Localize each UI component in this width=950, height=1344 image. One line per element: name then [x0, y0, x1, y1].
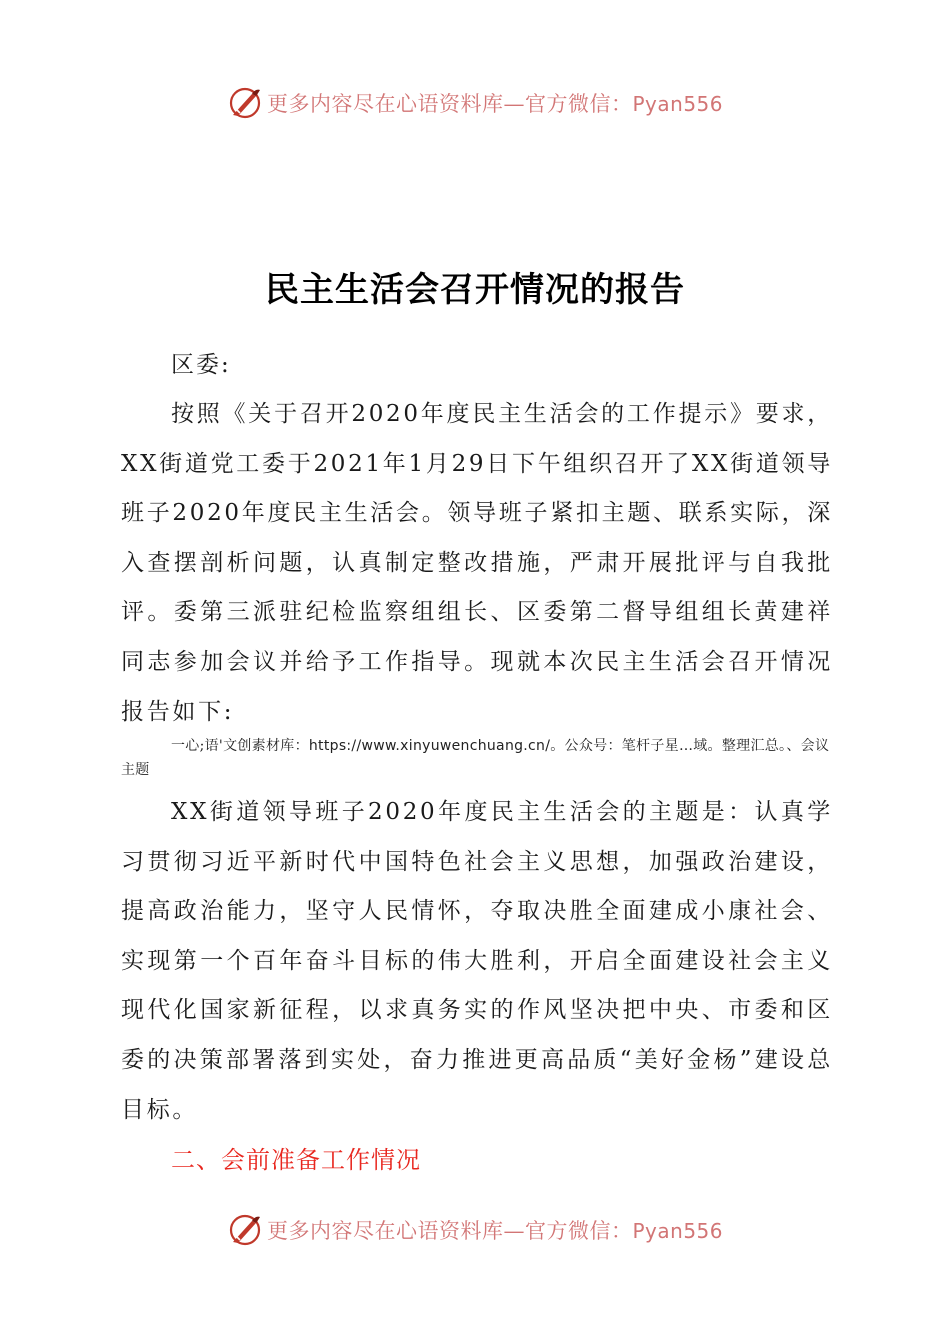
body-paragraph-theme: XX街道领导班子2020年度民主生活会的主题是：认真学习贯彻习近平新时代中国特色社会主义思想，加强政治建设，提高政治能力，坚守人民情怀，夺取决胜全面建成小康社会、实现第一个百年奋斗目标的伟大胜利，开启全面建设社会主义现代化国家新征程，以求真务实的作风坚决把中央、市委和区委的决策部署落到实处，奋力推进更高品质“美好金杨”建设总目标。: [121, 799, 833, 1123]
watermark-text: 更多内容尽在心语资料库—官方微信：: [266, 92, 633, 116]
section-heading-2: 二、会前准备工作情况: [171, 1146, 421, 1174]
watermark-banner-top: [0, 78, 950, 128]
watermark-banner-bottom: [0, 1205, 950, 1255]
source-note-suffix: 。公众号：笔杆子星…域。整理汇总。、会议主题: [121, 738, 830, 778]
source-note-prefix: 一心;语'文创素材库：: [171, 738, 309, 754]
source-note: [121, 734, 833, 782]
salutation: 区委:: [171, 352, 231, 378]
body-paragraph-intro: 按照《关于召开2020年度民主生活会的工作提示》要求，XX街道党工委于2021年1月29日下午组织召开了XX街道领导班子2020年度民主生活会。领导班子紧扣主题、联系实际，深入查摆剖析问题，认真制定整改措施，严肃开展批评与自我批评。委第三派驻纪检监察组组长、区委第二督导组组长黄建祥同志参加会议并给予工作指导。现就本次民主生活会召开情况报告如下:: [121, 401, 833, 725]
quill-pen-seal-icon: [227, 85, 263, 121]
watermark-text: 更多内容尽在心语资料库—官方微信：: [266, 1219, 633, 1243]
watermark-wechat-id: Pyan556: [632, 1219, 723, 1243]
watermark-wechat-id: Pyan556: [632, 92, 723, 116]
document-title: 民主生活会召开情况的报告: [265, 270, 685, 310]
quill-pen-seal-icon: [227, 1212, 263, 1248]
source-note-url: https://www.xinyuwenchuang.cn/: [308, 738, 551, 754]
